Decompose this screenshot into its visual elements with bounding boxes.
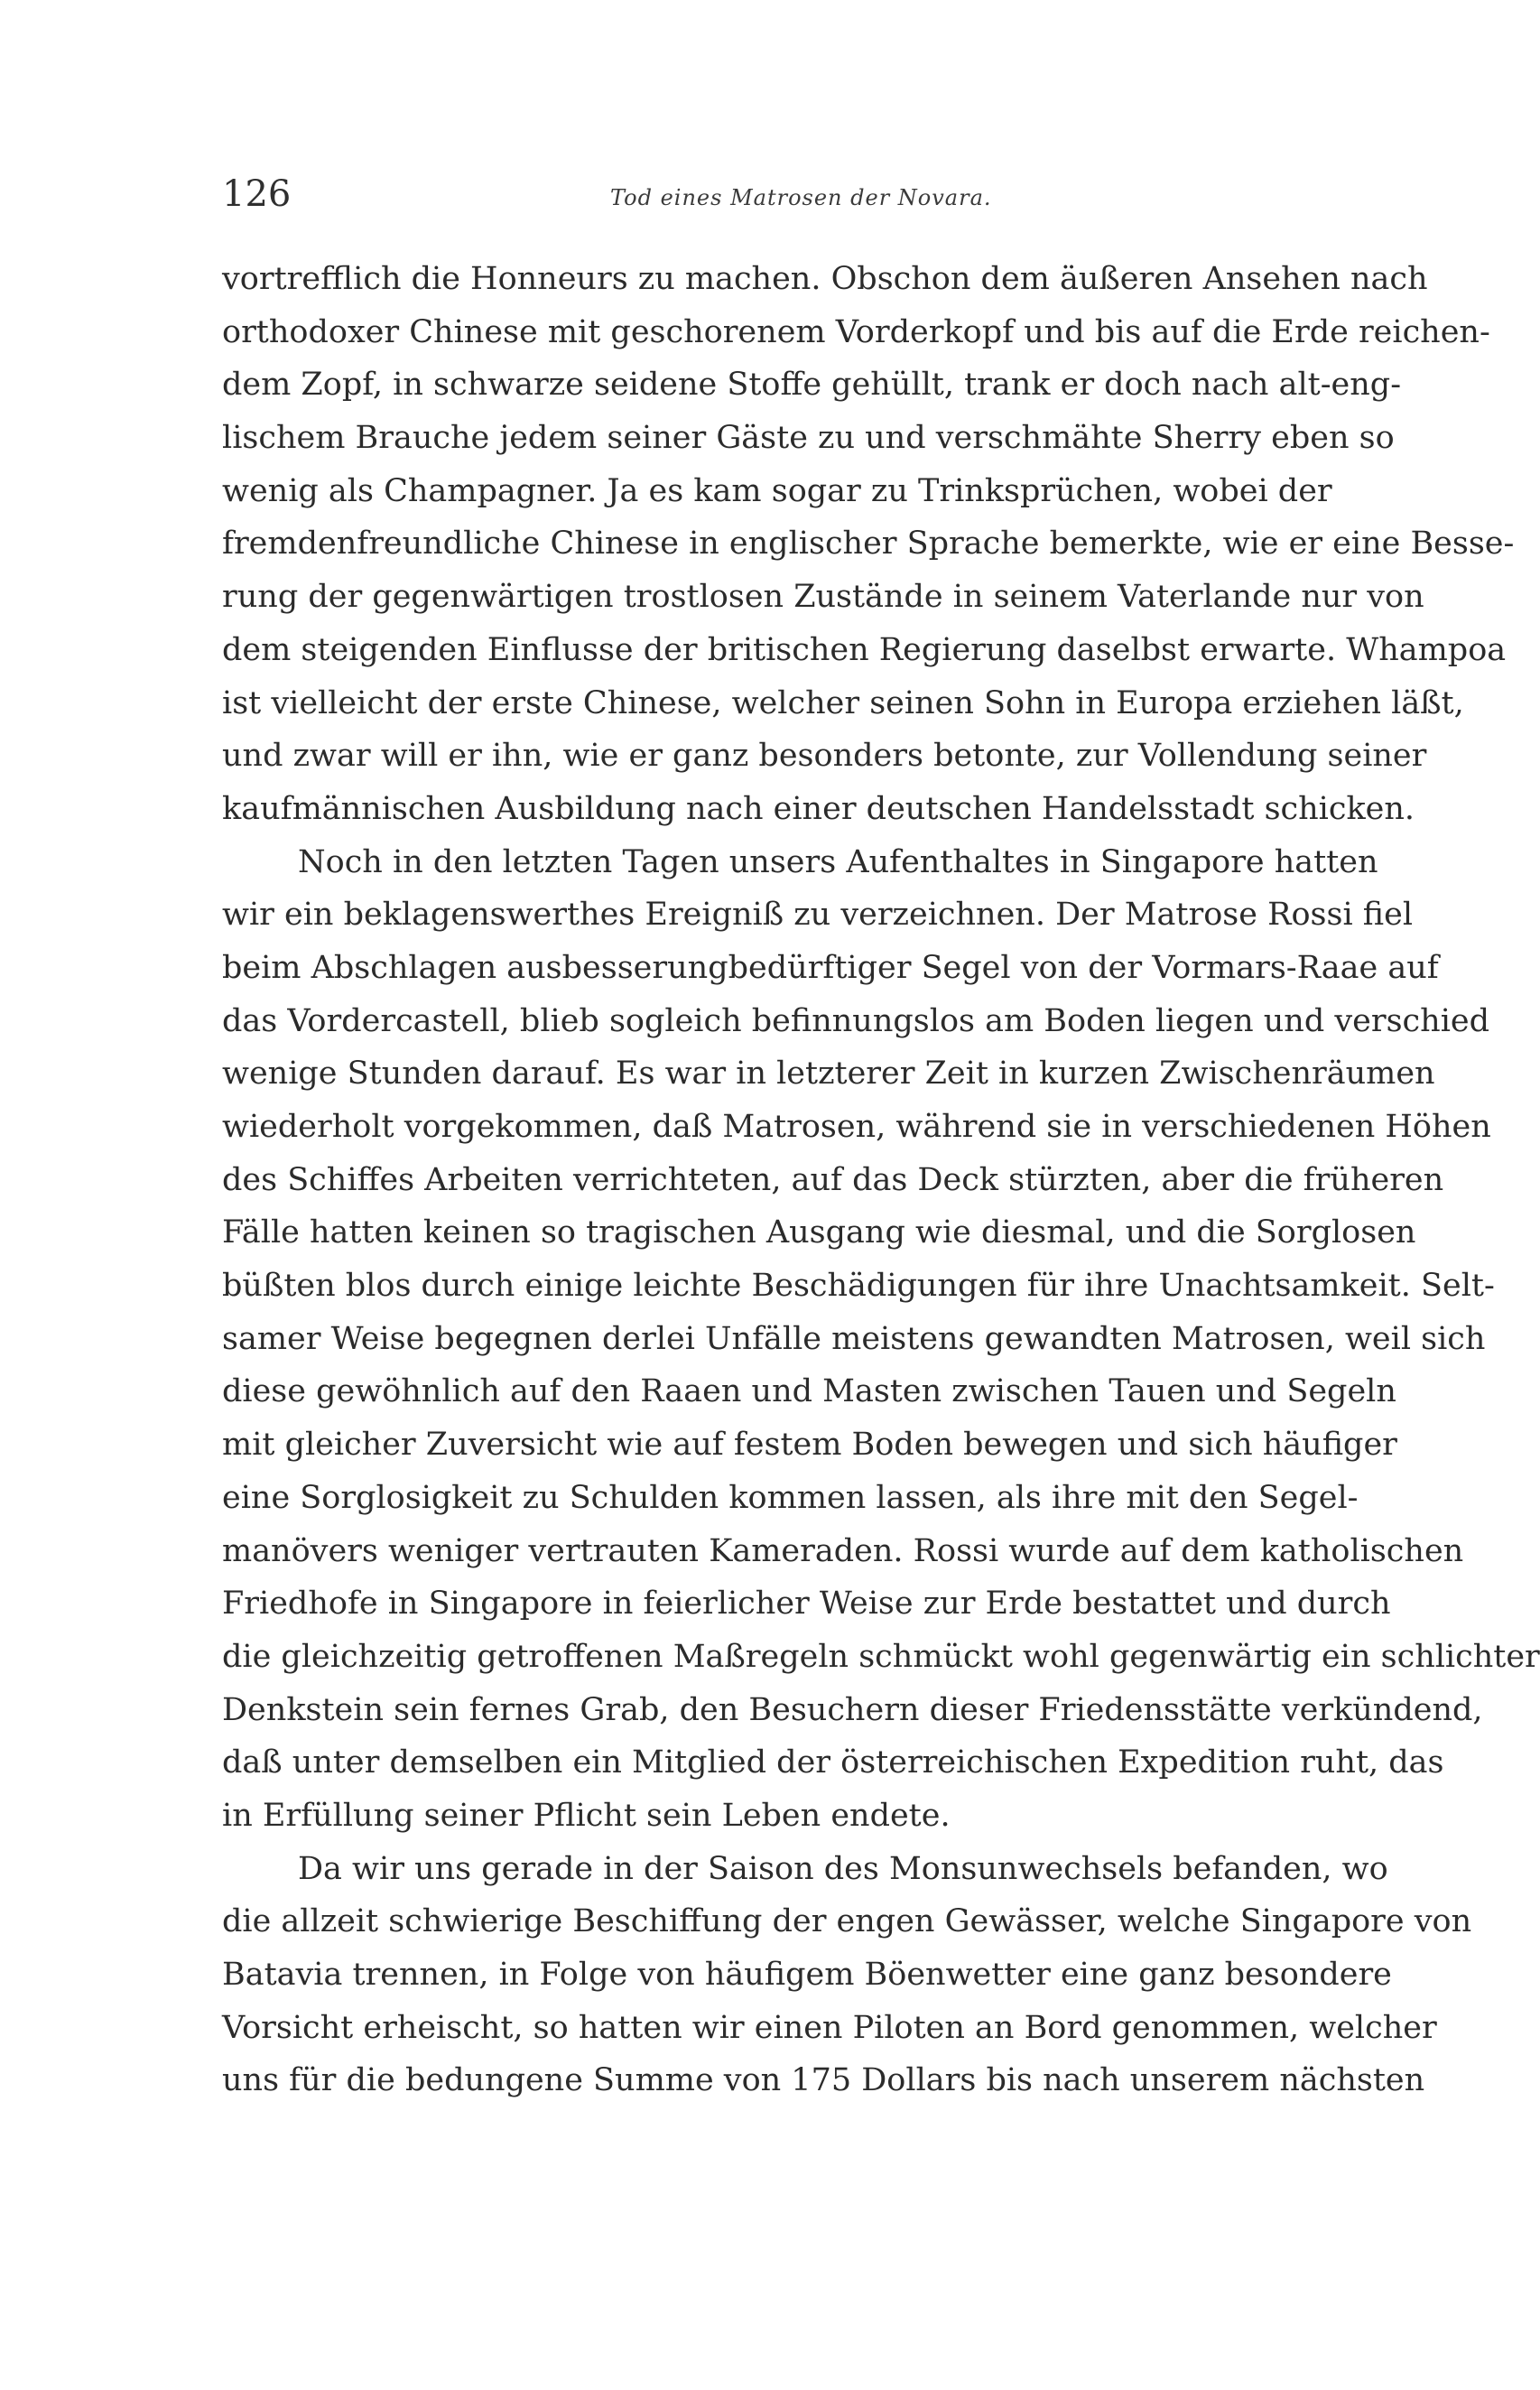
text-line: Friedhofe in Singapore in feierlicher Weise zur Erde bestattet und durch xyxy=(222,1586,1391,1623)
text-line: die allzeit schwierige Beschiffung der engen Gewässer, welche Singapore von xyxy=(222,1903,1472,1940)
page-number: 126 xyxy=(222,173,292,215)
text-line: die gleichzeitig getroffenen Maßregeln schmückt wohl gegenwärtig ein schlichter xyxy=(222,1638,1540,1675)
running-title: Tod eines Matrosen der Novara. xyxy=(610,185,992,210)
text-line: und zwar will er ihn, wie er ganz besonders betonte, zur Vollendung seiner xyxy=(222,738,1427,775)
text-line: Fälle hatten keinen so tragischen Ausgang wie diesmal, und die Sorglosen xyxy=(222,1214,1416,1251)
text-line: Batavia trennen, in Folge von häufigem Böenwetter eine ganz besondere xyxy=(222,1957,1392,1993)
text-line: Denkstein sein fernes Grab, den Besuchern dieser Friedensstätte verkündend, xyxy=(222,1691,1483,1728)
text-line: kaufmännischen Ausbildung nach einer deutschen Handelsstadt schicken. xyxy=(222,790,1415,827)
text-line: ist vielleicht der erste Chinese, welcher seinen Sohn in Europa erziehen läßt, xyxy=(222,684,1464,721)
text-line: beim Abschlagen ausbesserungbedürftiger Segel von der Vormars-Raae auf xyxy=(222,949,1439,986)
text-line: eine Sorglosigkeit zu Schulden kommen lassen, als ihre mit den Segel- xyxy=(222,1479,1359,1516)
text-line: Da wir uns gerade in der Saison des Monsunwechsels befanden, wo xyxy=(298,1850,1388,1887)
text-line: lischem Brauche jedem seiner Gäste zu und verschmähte Sherry eben so xyxy=(222,420,1395,457)
text-line: rung der gegenwärtigen trostlosen Zustände in seinem Vaterlande nur von xyxy=(222,579,1424,616)
text-line: fremdenfreundliche Chinese in englischer Sprache bemerkte, wie er eine Besse- xyxy=(222,525,1515,563)
text-line: wir ein beklagenswerthes Ereigniß zu verzeichnen. Der Matrose Rossi fiel xyxy=(222,897,1414,934)
text-line: dem steigenden Einflusse der britischen Regierung daselbst erwarte. Whampoa xyxy=(222,631,1507,668)
text-line: Vorsicht erheischt, so hatten wir einen Piloten an Bord genommen, welcher xyxy=(222,2009,1437,2046)
text-line: des Schiffes Arbeiten verrichteten, auf das Deck stürzten, aber die früheren xyxy=(222,1161,1444,1198)
text-line: diese gewöhnlich auf den Raaen und Masten zwischen Tauen und Segeln xyxy=(222,1373,1396,1410)
page-header xyxy=(222,172,1269,217)
text-line: büßten blos durch einige leichte Beschädigungen für ihre Unachtsamkeit. Selt- xyxy=(222,1268,1495,1305)
text-line: daß unter demselben ein Mitglied der österreichischen Expedition ruht, das xyxy=(222,1744,1444,1781)
text-line: dem Zopf, in schwarze seidene Stoffe gehüllt, trank er doch nach alt-eng- xyxy=(222,367,1402,404)
text-line: vortrefflich die Honneurs zu machen. Obschon dem äußeren Ansehen nach xyxy=(222,261,1428,297)
body-text xyxy=(222,253,1540,2107)
text-line: Noch in den letzten Tagen unsers Aufenthaltes in Singapore hatten xyxy=(298,843,1378,880)
text-line: manövers weniger vertrauten Kameraden. Rossi wurde auf dem katholischen xyxy=(222,1532,1464,1569)
text-line: samer Weise begegnen derlei Unfälle meistens gewandten Matrosen, weil sich xyxy=(222,1320,1486,1357)
text-line: orthodoxer Chinese mit geschorenem Vorderkopf und bis auf die Erde reichen- xyxy=(222,313,1490,350)
text-line: in Erfüllung seiner Pflicht sein Leben endete. xyxy=(222,1797,951,1834)
text-line: uns für die bedungene Summe von 175 Dollars bis nach unserem nächsten xyxy=(222,2062,1425,2099)
text-line: mit gleicher Zuversicht wie auf festem Boden bewegen und sich häufiger xyxy=(222,1427,1397,1464)
text-line: wenig als Champagner. Ja es kam sogar zu Trinksprüchen, wobei der xyxy=(222,472,1332,509)
text-line: wenige Stunden darauf. Es war in letzterer Zeit in kurzen Zwischenräumen xyxy=(222,1056,1435,1093)
text-line: das Vordercastell, blieb sogleich befinnungslos am Boden liegen und verschied xyxy=(222,1002,1489,1039)
text-line: wiederholt vorgekommen, daß Matrosen, während sie in verschiedenen Höhen xyxy=(222,1109,1491,1145)
